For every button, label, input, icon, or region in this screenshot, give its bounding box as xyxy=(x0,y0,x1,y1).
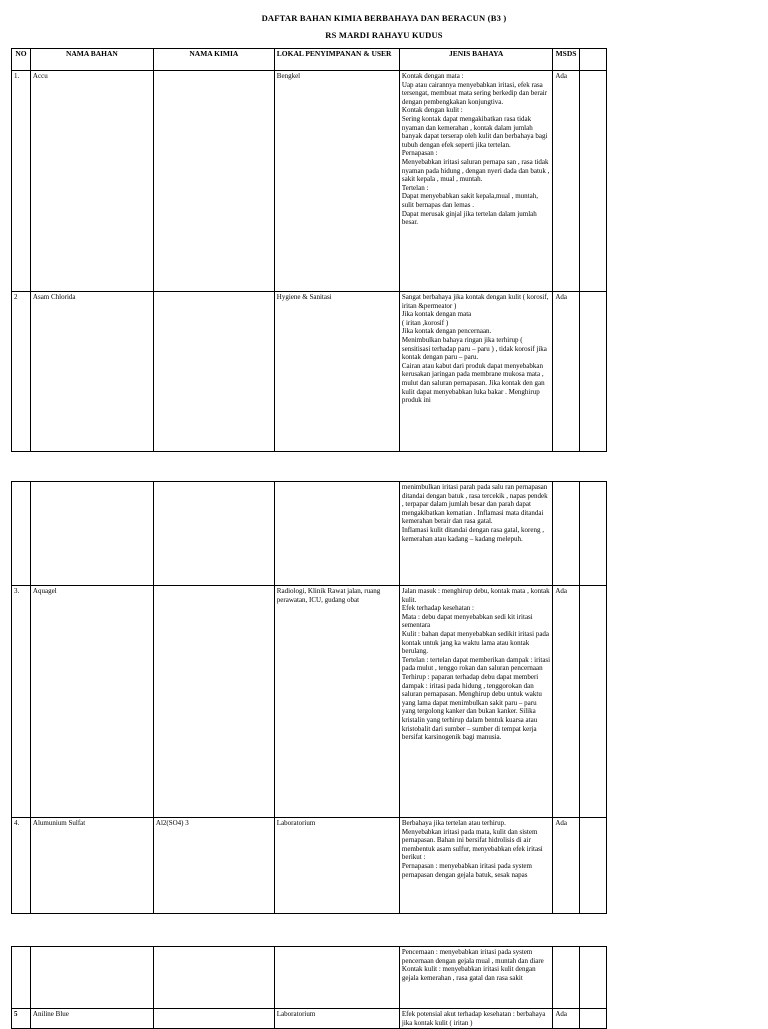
cell-nama-kimia: Al2(SO4) 3 xyxy=(153,818,274,914)
cell-msds: Ada xyxy=(553,586,579,818)
cell-jenis-bahaya: menimbulkan iritasi parah pada salu ran pernapasan ditandai dengan batuk , rasa tercekik , napas pendek , terpapar dalam jumlah besar dan parah dapat mengakibatkan kematian . Inflamasi mata ditandai kemerahan berair dan rasa gatal. Inflamasi kulit ditandai dengan rasa gatal, koreng , kemerahan atau kadang – kadang melepuh. xyxy=(399,482,552,586)
cell-nama-kimia xyxy=(153,482,274,586)
cell-lokal: Radiologi, Klinik Rawat jalan, ruang perawatan, ICU, gudang obat xyxy=(274,586,399,818)
cell-jenis-bahaya: Sangat berbahaya jika kontak dengan kulit ( korosif, iritan &permeator ) Jika kontak dengan mata ( iritan ,korosif ) Jika kontak dengan pencernaan. Menimbulkan bahaya ringan jika terhirup ( sensitisasi terhadap paru – paru ) , tidak korosif jika kontak dengan paru – paru. Cairan atau kabut dari produk dapat menyebabkan kerusakan jaringan pada membrane mukosa mata , mulut dan saluran pernapasan. Jika kontak den gan kulit dapat menyebabkan luka bakar . Menghirup produk ini xyxy=(399,292,552,452)
cell-extra xyxy=(579,292,606,452)
header-msds: MSDS xyxy=(553,49,579,71)
header-jenis-bahaya: JENIS BAHAYA xyxy=(399,49,552,71)
cell-msds: Ada xyxy=(553,1009,579,1029)
table-row xyxy=(12,1009,607,1029)
cell-nama-bahan xyxy=(30,482,153,586)
cell-nama-kimia xyxy=(153,292,274,452)
table-header-row xyxy=(12,49,607,71)
cell-extra xyxy=(579,1009,606,1029)
cell-no xyxy=(12,482,31,586)
cell-extra xyxy=(579,71,606,292)
b3-table-part-2 xyxy=(11,481,607,914)
cell-msds xyxy=(553,482,579,586)
header-nama-kimia: NAMA KIMIA xyxy=(153,49,274,71)
table-row xyxy=(12,947,607,1009)
cell-no: 3. xyxy=(12,586,31,818)
cell-lokal: Laboratorium xyxy=(274,1009,399,1029)
cell-jenis-bahaya: Jalan masuk : menghirup debu, kontak mata , kontak kulit. Efek terhadap kesehatan : Mata : debu dapat menyebabkan sedi kit iritasi sementara Kulit : bahan dapat menyebabkan sedikit iritasi pada kontak untuk jang ka waktu lama atau kontak berulang. Tertelan : tertelan dapat memberikan dampak : iritasi pada mulut , tenggo rokan dan saluran pencernaan Terhirup : paparan terhadap debu dapat memberi dampak : iritasi pada hidung , tenggorokan dan saluran pernapasan. Menghirup debu untuk waktu yang lama dapat menimbulkan sakit paru – paru yang tergolong kanker dan bukan kanker. Silika kristalin yang terhirup dalam bentuk kuarsa atau kristobalit dari sumber – sumber di tempat kerja bersifat karsinogenik bagi manusia. xyxy=(399,586,552,818)
cell-lokal: Hygiene & Sanitasi xyxy=(274,292,399,452)
cell-nama-kimia xyxy=(153,586,274,818)
header-nama-bahan: NAMA BAHAN xyxy=(30,49,153,71)
cell-no: 2 xyxy=(12,292,31,452)
cell-nama-bahan: Asam Chlorida xyxy=(30,292,153,452)
cell-nama-bahan: Accu xyxy=(30,71,153,292)
header-extra xyxy=(579,49,606,71)
cell-jenis-bahaya: Kontak dengan mata : Uap atau cairannya menyebabkan iritasi, efek rasa tersengat, membuat mata sering berkedip dan berair dengan pembengkakan konjungtiva. Kontak dengan kulit : Sering kontak dapat mengakibatkan rasa tidak nyaman dan kemerahan , kontak dalam jumlah banyak dapat terserap oleh kulit dan berbahaya bagi tubuh dengan efek seperti jika tertelan. Pernapasan : Menyebabkan iritasi saluran pernapa san , rasa tidak nyaman pada hidung , dengan nyeri dada dan batuk , sakit kepala , mual , muntah. Tertelan : Dapat menyebabkan sakit kepala,mual , muntah, sulit bernapas dan lemas . Dapat merusak ginjal jika tertelan dalam jumlah besar. xyxy=(399,71,552,292)
table-row xyxy=(12,586,607,818)
cell-nama-bahan: Aquagel xyxy=(30,586,153,818)
document-title: DAFTAR BAHAN KIMIA BERBAHAYA DAN BERACUN (B3 ) xyxy=(261,13,507,23)
cell-msds: Ada xyxy=(553,818,579,914)
document-subtitle: RS MARDI RAHAYU KUDUS xyxy=(325,30,443,40)
cell-jenis-bahaya: Berbahaya jika tertelan atau terhirup. Menyebabkan iritasi pada mata, kulit dan sistem pernapasan. Bahan ini bersifat hidrolisis di air membentuk asam sulfur, menyebabkan efek iritasi berikut : Pernapasan : menyebabkan iritasi pada system pernapasan dengan gejala batuk, sesak napas xyxy=(399,818,552,914)
cell-lokal xyxy=(274,947,399,1009)
cell-extra xyxy=(579,818,606,914)
b3-table-part-3 xyxy=(11,946,607,1029)
cell-nama-kimia xyxy=(153,1009,274,1029)
cell-nama-bahan xyxy=(30,947,153,1009)
cell-extra xyxy=(579,947,606,1009)
cell-nama-bahan: Alumunium Sulfat xyxy=(30,818,153,914)
cell-nama-bahan: Aniline Blue xyxy=(30,1009,153,1029)
cell-lokal: Laboratorium xyxy=(274,818,399,914)
table-row xyxy=(12,818,607,914)
cell-no xyxy=(12,947,31,1009)
table-row xyxy=(12,482,607,586)
cell-lokal: Bengkel xyxy=(274,71,399,292)
cell-extra xyxy=(579,482,606,586)
header-lokal: LOKAL PENYIMPANAN & USER xyxy=(274,49,399,71)
table-row xyxy=(12,292,607,452)
cell-no: 5 xyxy=(12,1009,31,1029)
header-no: NO xyxy=(12,49,31,71)
cell-lokal xyxy=(274,482,399,586)
b3-table-part-1 xyxy=(11,48,607,452)
cell-jenis-bahaya: Efek potensial akut terhadap kesehatan : berbahaya jika kontak kulit ( iritan ) xyxy=(399,1009,552,1029)
cell-msds: Ada xyxy=(553,71,579,292)
cell-nama-kimia xyxy=(153,947,274,1009)
cell-no: 4. xyxy=(12,818,31,914)
cell-jenis-bahaya: Pencernaan : menyebabkan iritasi pada system pencernaan dengan gejala mual , muntah dan diare Kontak kulit : menyebabkan iritasi kulit dengan gejala kemerahan , rasa gatal dan rasa sakit xyxy=(399,947,552,1009)
cell-nama-kimia xyxy=(153,71,274,292)
cell-msds xyxy=(553,947,579,1009)
cell-no: 1. xyxy=(12,71,31,292)
cell-msds: Ada xyxy=(553,292,579,452)
cell-extra xyxy=(579,586,606,818)
table-row xyxy=(12,71,607,292)
